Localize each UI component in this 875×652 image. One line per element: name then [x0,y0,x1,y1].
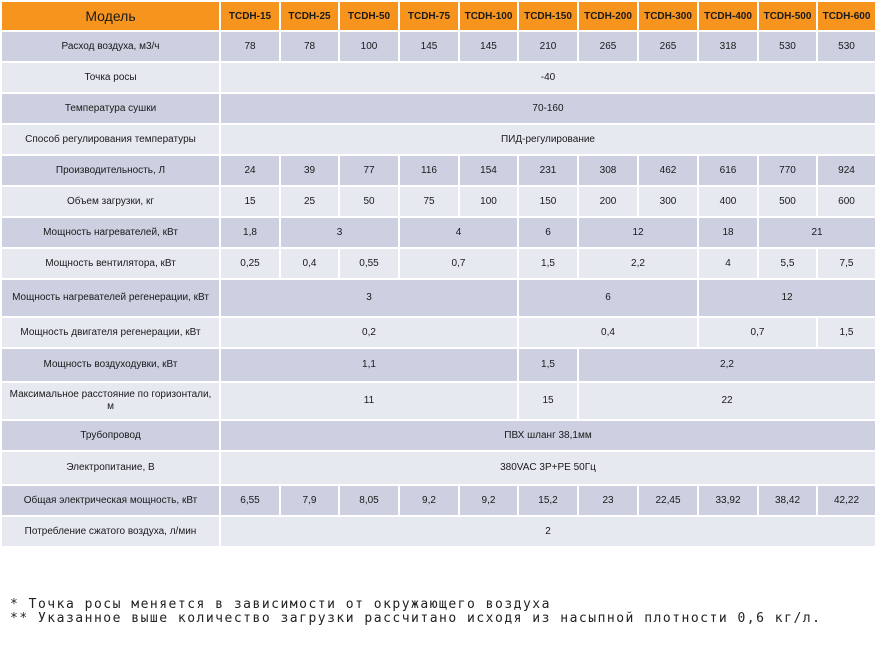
header-model: TCDH-300 [638,1,698,31]
table-cell: 25 [280,186,339,217]
table-cell: 15 [220,186,280,217]
table-cell: 600 [817,186,875,217]
row-label: Мощность воздуходувки, кВт [1,348,220,382]
row-label: Мощность нагревателей, кВт [1,217,220,248]
header-model: TCDH-15 [220,1,280,31]
table-cell: 200 [578,186,638,217]
table-cell: 0,2 [220,317,518,348]
table-cell: 77 [339,155,399,186]
table-cell: 23 [578,485,638,516]
row-label: Мощность двигателя регенерации, кВт [1,317,220,348]
table-cell: 75 [399,186,459,217]
table-cell: 616 [698,155,758,186]
header-row [1,1,875,31]
table-cell: 4 [399,217,518,248]
table-cell: 0,7 [698,317,817,348]
table-cell: 4 [698,248,758,279]
table-cell: 15,2 [518,485,578,516]
table-cell: 380VAC 3P+PE 50Гц [220,451,875,485]
table-cell: 924 [817,155,875,186]
table-cell: ПВХ шланг 38,1мм [220,420,875,451]
table-cell: 50 [339,186,399,217]
table-row [1,279,875,317]
table-row [1,155,875,186]
table-cell: 3 [280,217,399,248]
table-cell: 2,2 [578,348,875,382]
table-cell: 6 [518,279,698,317]
table-cell: 22,45 [638,485,698,516]
table-cell: -40 [220,62,875,93]
table-cell: 5,5 [758,248,817,279]
table-cell: 400 [698,186,758,217]
table-row [1,382,875,420]
table-cell: 0,4 [518,317,698,348]
table-cell: 145 [459,31,518,62]
row-label: Объем загрузки, кг [1,186,220,217]
table-row [1,420,875,451]
table-cell: 100 [339,31,399,62]
header-model: TCDH-500 [758,1,817,31]
table-cell: 0,55 [339,248,399,279]
table-cell: 42,22 [817,485,875,516]
table-cell: 8,05 [339,485,399,516]
table-cell: 0,25 [220,248,280,279]
table-cell: 2,2 [578,248,698,279]
row-label: Общая электрическая мощность, кВт [1,485,220,516]
row-label: Мощность нагревателей регенерации, кВт [1,279,220,317]
header-model: TCDH-200 [578,1,638,31]
table-cell: 11 [220,382,518,420]
table-cell: 500 [758,186,817,217]
table-row [1,248,875,279]
table-cell: 6,55 [220,485,280,516]
row-label: Электропитание, В [1,451,220,485]
header-model: TCDH-50 [339,1,399,31]
row-label: Мощность вентилятора, кВт [1,248,220,279]
table-cell: 18 [698,217,758,248]
table-cell: 2 [220,516,875,547]
table-cell: 3 [220,279,518,317]
table-cell: 39 [280,155,339,186]
table-cell: 1,8 [220,217,280,248]
header-model: TCDH-25 [280,1,339,31]
table-row [1,31,875,62]
table-cell: 231 [518,155,578,186]
table-cell: 1,5 [518,248,578,279]
table-cell: 24 [220,155,280,186]
table-cell: 770 [758,155,817,186]
row-label: Расход воздуха, м3/ч [1,31,220,62]
table-cell: 21 [758,217,875,248]
table-cell: 300 [638,186,698,217]
table-cell: 116 [399,155,459,186]
table-row [1,93,875,124]
header-model: TCDH-600 [817,1,875,31]
table-cell: 530 [758,31,817,62]
table-cell: 308 [578,155,638,186]
table-cell: 154 [459,155,518,186]
row-label: Производительность, Л [1,155,220,186]
table-cell: 210 [518,31,578,62]
table-cell: 150 [518,186,578,217]
footnote: ** Указанное выше количество загрузки рассчитано исходя из насыпной плотности 0,6 кг/л. [10,611,822,626]
table-cell: 7,5 [817,248,875,279]
table-cell: 145 [399,31,459,62]
table-cell: 100 [459,186,518,217]
header-model: TCDH-150 [518,1,578,31]
header-model: TCDH-75 [399,1,459,31]
row-label: Температура сушки [1,93,220,124]
table-cell: 9,2 [399,485,459,516]
table-cell: 0,7 [399,248,518,279]
footnotes [10,598,870,626]
table-cell: 12 [698,279,875,317]
header-model: TCDH-100 [459,1,518,31]
row-label: Потребление сжатого воздуха, л/мин [1,516,220,547]
table-cell: 318 [698,31,758,62]
table-row [1,348,875,382]
table-row [1,451,875,485]
table-cell: 33,92 [698,485,758,516]
row-label: Трубопровод [1,420,220,451]
table-cell: ПИД-регулирование [220,124,875,155]
table-cell: 530 [817,31,875,62]
table-cell: 1,5 [518,348,578,382]
table-cell: 265 [578,31,638,62]
row-label: Максимальное расстояние по горизонтали, м [1,382,220,420]
header-model-label: Модель [1,1,220,31]
table-cell: 9,2 [459,485,518,516]
table-cell: 6 [518,217,578,248]
table-row [1,217,875,248]
table-cell: 78 [280,31,339,62]
table-cell: 70-160 [220,93,875,124]
table-cell: 38,42 [758,485,817,516]
table-cell: 1,5 [817,317,875,348]
table-row [1,124,875,155]
table-cell: 15 [518,382,578,420]
table-cell: 12 [578,217,698,248]
table-row [1,186,875,217]
table-row [1,516,875,547]
table-cell: 265 [638,31,698,62]
table-cell: 7,9 [280,485,339,516]
table-row [1,317,875,348]
table-cell: 0,4 [280,248,339,279]
table-cell: 462 [638,155,698,186]
header-model: TCDH-400 [698,1,758,31]
table-cell: 1,1 [220,348,518,382]
footnote: * Точка росы меняется в зависимости от окружающего воздуха [10,597,551,612]
table-cell: 78 [220,31,280,62]
row-label: Способ регулирования температуры [1,124,220,155]
table-row [1,485,875,516]
table-row [1,62,875,93]
row-label: Точка росы [1,62,220,93]
table-cell: 22 [578,382,875,420]
